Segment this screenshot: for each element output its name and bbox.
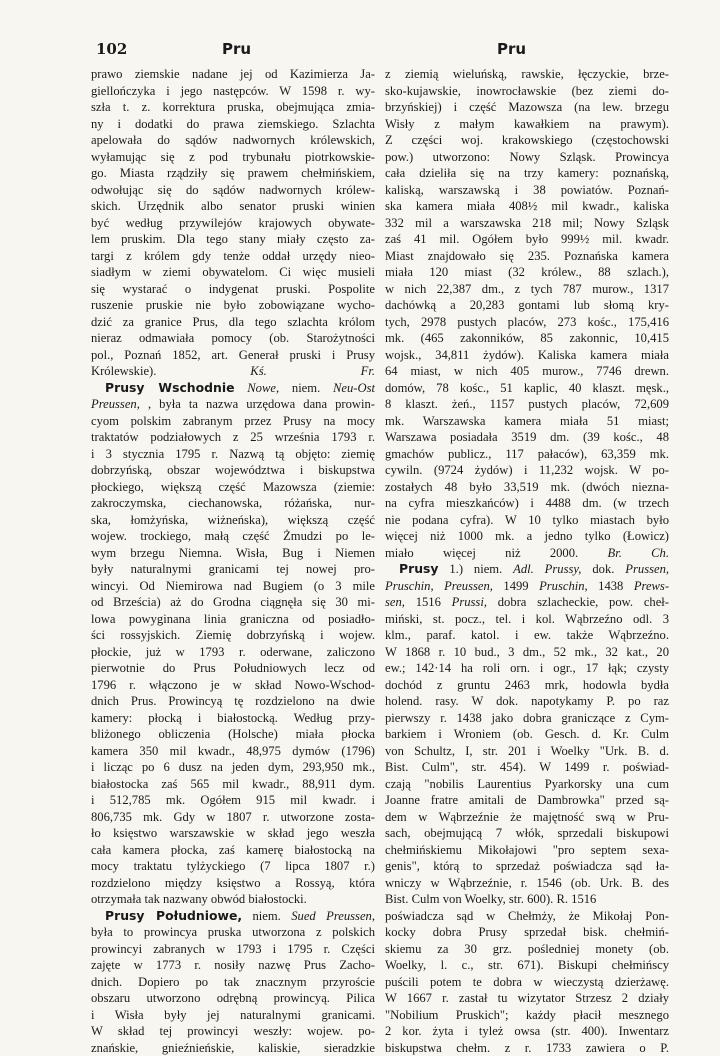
line-text: zostałych 48 było 33,519 mk. (dwóch niezna-: [385, 480, 669, 494]
line-text: dachówką a 20,283 gontami lub słomą kry-: [385, 298, 669, 312]
line-text: były naturalnymi granicami tej nowej pro-: [91, 562, 375, 576]
line-text: mk. Warszawska kamera miała 51 miast;: [385, 414, 669, 428]
line-text: obszaru utworzono odrębną prowincyą. Pilica: [91, 991, 375, 1005]
line-text: Joanne fratre amitali de Dambrowka" przed są-: [385, 793, 669, 807]
text-line: [385, 776, 669, 793]
line-text: prawo ziemskie nadane jej od Kazimierza Ja-: [91, 67, 375, 81]
line-text: "Nobilium Pruskich"; każdy płacił mesznego: [385, 1008, 669, 1022]
text-line: [385, 149, 669, 166]
text-line: [91, 83, 375, 100]
text-line: [91, 990, 375, 1007]
italic-text: Pruschin, Preussen,: [385, 579, 493, 593]
line-text: płockiego, większą część Mazowsza (ziemie:: [91, 480, 375, 494]
line-text: ew.; 142·14 ha roli orn. i ogr., 17 łąk; czysty: [385, 661, 669, 675]
line-text: z ziemią wieluńską, rawskie, łęczyckie, brze-: [385, 67, 669, 81]
line-text: W 1868 r. 10 bud., 3 dm., 52 mk., 32 kat., 20: [385, 645, 669, 659]
italic-text: Sued Preussen,: [291, 909, 375, 923]
text-line: [91, 182, 375, 199]
text-line: [385, 264, 669, 281]
text-line: [91, 891, 375, 908]
italic-text: Prussi,: [452, 595, 487, 609]
text-line: [91, 809, 375, 826]
text-line: [91, 149, 375, 166]
line-text: 806,735 mk. Gdy w 1807 r. utworzone zosta-: [91, 810, 375, 824]
line-text: holend. rasy. W dok. napotykamy P. po raz: [385, 694, 669, 708]
text-line: [91, 248, 375, 265]
text-line: [91, 594, 375, 611]
line-text: 64 miast, w nich 405 murow., 7746 drewn.: [385, 364, 669, 378]
line-text: od Brześcia) aż do Grodna ciągnęła się 30 mi-: [91, 595, 375, 609]
line-text: brzyńskiej) i część Mazowsza (na lew. brzegu: [385, 100, 669, 114]
text-line: [91, 759, 375, 776]
line-text: kaliską, warszawską i 38 powiatów. Poznań-: [385, 183, 669, 197]
text-line: [385, 792, 669, 809]
text-line: [385, 132, 669, 149]
text-line: [91, 495, 375, 512]
line-text: i 512,785 mk. Ogółem 915 mil kwadr. i: [91, 793, 375, 807]
text-line: [91, 66, 375, 83]
text-line: [385, 413, 669, 430]
entry-headword: Prusy Wschodnie: [105, 380, 234, 395]
line-text: W 1667 r. zastał tu wizytator Strzesz 2 działy: [385, 991, 669, 1005]
line-text: nie podana cyfra). W 10 tylko miastach było: [385, 513, 669, 527]
text-line: [385, 314, 669, 331]
text-line: [91, 693, 375, 710]
text-line: [385, 924, 669, 941]
line-text: więcej niż 1000 mk. a jedno tylko (Łowicz): [385, 529, 669, 543]
line-text: tych, 2978 pustych placów, 273 kośc., 175,416: [385, 315, 669, 329]
line-text: 1516: [416, 595, 441, 609]
line-text: pow.) utworzono: Nowy Szląsk. Prowincya: [385, 150, 669, 164]
text-line: [91, 957, 375, 974]
line-text: zakroczymska, ciechanowska, różańska, nur-: [91, 496, 375, 510]
line-text: siadłym w ziemi obywatelom. Ci więc musieli: [91, 265, 375, 279]
text-line: [385, 1040, 669, 1056]
text-line: [385, 165, 669, 182]
line-text: dem w Wąbrzeźnie że majętność swą w Pru-: [385, 810, 669, 824]
page-header: [0, 40, 720, 64]
line-text: pierwotnie do Prus Południowych lecz od: [91, 661, 375, 675]
text-line: [385, 677, 669, 694]
text-line: [91, 825, 375, 842]
text-line: [385, 660, 669, 677]
text-line: [385, 578, 669, 595]
text-line: [91, 858, 375, 875]
line-text: rozdzielono między księstwo a Rossyą, która: [91, 876, 375, 890]
text-line: [91, 314, 375, 331]
line-text: Bist. Culm", str. 454). W 1499 r. poświad-: [385, 760, 669, 774]
line-text: otrzymała tak nazwany obwód białostocki.: [91, 892, 307, 906]
text-line: [385, 248, 669, 265]
text-line: [91, 677, 375, 694]
text-line: [385, 941, 669, 958]
text-line: [91, 429, 375, 446]
text-line: [91, 941, 375, 958]
line-text: cała dzieliła się na trzy kamery: poznańską,: [385, 166, 669, 180]
line-text: niem.: [292, 381, 320, 395]
text-line: [91, 875, 375, 892]
text-line: [91, 512, 375, 529]
line-text: wojsk., 34,811 żydów). Kaliska kamera miała: [385, 348, 669, 362]
line-text: poświadcza sąd w Chełmży, że Mikołaj Pon-: [385, 909, 669, 923]
text-line: [385, 908, 669, 925]
text-line: [385, 198, 669, 215]
line-text: pol., Poznań 1852, art. Generał pruski i Prusy: [91, 348, 375, 362]
text-line: [91, 99, 375, 116]
line-text: 332 mil a warszawska 218 mil; Nowy Szląsk: [385, 216, 669, 230]
line-text: mocy traktatu tylżyckiego (7 lipca 1807 r.): [91, 859, 375, 873]
text-line: [91, 231, 375, 248]
text-line: [91, 726, 375, 743]
text-line: [385, 875, 669, 892]
line-text: Miast znajdowało się 235. Poznańska kamera: [385, 249, 669, 263]
line-text: płockie, już w 1793 r. oderwane, zaliczono: [91, 645, 375, 659]
right-text-column: [385, 66, 669, 1056]
line-text: na cyfra mieszkańców) i 4488 dm. (w trzech: [385, 496, 669, 510]
line-text: Wisły z małym kawałkiem na prawym).: [385, 117, 669, 131]
text-line: [91, 297, 375, 314]
text-line: [385, 974, 669, 991]
line-text: sko-kujawskie, inowrocławskie (bez ziemi do-: [385, 84, 669, 98]
text-line: [385, 957, 669, 974]
line-text: ska, łomżyńska, wiżneńska), większą część: [91, 513, 375, 527]
line-text: cywiln. (9724 żydów) i 11,232 wojsk. W po-: [385, 463, 669, 477]
italic-text: Pruschin,: [539, 579, 588, 593]
line-text: dok.: [592, 562, 614, 576]
text-line: [385, 99, 669, 116]
italic-text: sen,: [385, 595, 405, 609]
line-text: genis", którą to sprzedaż poświadcza sąd ła-: [385, 859, 669, 873]
text-line: [385, 545, 669, 562]
line-text: dnich Prus. Prowincyą tę rozdzielono na dwie: [91, 694, 375, 708]
text-line: [91, 1007, 375, 1024]
text-line: [385, 363, 669, 380]
text-line: [385, 462, 669, 479]
line-text: biskupstwa chełm. z r. 1733 zawiera o P.: [385, 1041, 669, 1055]
text-line: [385, 429, 669, 446]
line-text: kamera 350 mil kwadr., 48,975 dymów (1796): [91, 744, 375, 758]
line-text: Warszawa posiadała 3519 dm. (39 kośc., 48: [385, 430, 669, 444]
text-line: [385, 396, 669, 413]
line-text: chełmińskiemu Mikołajowi "pro septem sexa-: [385, 843, 669, 857]
text-line: [91, 347, 375, 364]
text-line: [385, 512, 669, 529]
text-line: [91, 660, 375, 677]
text-line: [91, 776, 375, 793]
line-text: dobrzyńską, obszar województwa i biskupstwa: [91, 463, 375, 477]
text-line: [385, 182, 669, 199]
text-line: [385, 231, 669, 248]
text-line: [385, 528, 669, 545]
text-line: [385, 825, 669, 842]
entry-headword: Prusy Południowe,: [105, 908, 242, 923]
line-text: giellończyka i jego następców. W 1598 r. wy-: [91, 84, 375, 98]
line-text: miała 120 miast (32 królew., 88 szlach.),: [385, 265, 669, 279]
line-text: traktatów podziałowych z 25 września 1793 r.: [91, 430, 375, 444]
text-line: [91, 743, 375, 760]
line-text: miało więcej niż 2000.: [385, 546, 578, 560]
line-text: prowincyi zabranych w 1793 i 1795 r. Części: [91, 942, 375, 956]
line-text: wym brzegu Niemna. Wisła, Bug i Niemen: [91, 546, 375, 560]
text-line: [91, 132, 375, 149]
line-text: zajęte w 1773 r. nosiły nazwę Prus Zacho-: [91, 958, 375, 972]
line-text: targi z królem gdy tenże oddał urzędy nieo-: [91, 249, 375, 263]
text-line: [91, 908, 375, 925]
text-line: [91, 528, 375, 545]
text-line: [385, 842, 669, 859]
text-line: [385, 561, 669, 578]
line-text: 8 klaszt. żeń., 1157 pustych placów, 72,609: [385, 397, 669, 411]
line-text: go. Miasta rządziły się prawem chełmińskiem,: [91, 166, 375, 180]
text-line: [385, 627, 669, 644]
line-text: dnich. Dopiero po tak znacznym przyroście: [91, 975, 375, 989]
line-text: czają "nobilis Laurentius Pyarkorsky una cum: [385, 777, 669, 791]
text-line: [385, 743, 669, 760]
line-text: Z części woj. krakowskiego (częstochowski: [385, 133, 669, 147]
line-text: klm., paraf. katol. i ew. także Wąbrzeźno.: [385, 628, 669, 642]
text-line: [385, 594, 669, 611]
author-signature: Kś. Fr.: [250, 364, 375, 378]
line-text: von Schultz, I, str. 201 i Woelky "Urk. B. d.: [385, 744, 669, 758]
text-line: [91, 842, 375, 859]
line-text: kamery: płocką i białostocką. Według przy-: [91, 711, 375, 725]
entry-headword: Prusy: [399, 561, 438, 576]
line-text: W skład tej prowincyi weszły: wojew. po-: [91, 1024, 375, 1038]
text-line: [91, 644, 375, 661]
text-line: [385, 990, 669, 1007]
text-line: [385, 693, 669, 710]
text-line: [91, 974, 375, 991]
text-line: [385, 281, 669, 298]
line-text: lem pruskim. Dla tego stany miały często za-: [91, 232, 375, 246]
line-text: i licząc po 6 dusz na jeden dym, 293,950 mk.,: [91, 760, 375, 774]
text-line: [91, 479, 375, 496]
running-head-left: Pru: [222, 40, 251, 58]
line-text: dzić za granice Prus, dla tego szlachta królom: [91, 315, 375, 329]
text-line: [91, 116, 375, 133]
text-line: [385, 809, 669, 826]
line-text: kocky dobra Prusy sprzedał bisk. chełmiń-: [385, 925, 669, 939]
line-text: niem.: [252, 909, 280, 923]
line-text: lowa powyginana linia graniczna od posiadło-: [91, 612, 375, 626]
line-text: 2 kor. żyta i tyleż owsa (str. 400). Inwentarz: [385, 1024, 669, 1038]
text-line: [91, 281, 375, 298]
left-text-column: [91, 66, 375, 1056]
text-line: [91, 578, 375, 595]
text-line: [385, 66, 669, 83]
running-head-right: Pru: [497, 40, 526, 58]
text-line: [385, 759, 669, 776]
text-line: [91, 462, 375, 479]
line-text: apelowała do sądów nadwornych królewskich,: [91, 133, 375, 147]
line-text: wincyi. Od Niemirowa nad Bugiem (o 3 mile: [91, 579, 375, 593]
line-text: w nich 22,387 dm., z tych 787 murow., 1317: [385, 282, 669, 296]
line-text: 1438: [598, 579, 623, 593]
line-text: domów, 78 kośc., 51 kaplic, 40 klaszt. męsk.,: [385, 381, 669, 395]
text-line: [385, 380, 669, 397]
line-text: skich. Urzędnik albo senator pruski winien: [91, 199, 375, 213]
line-text: i 3 stycznia 1795 r. Nazwą tą objęto: ziemię: [91, 447, 375, 461]
line-text: Królewskie).: [91, 364, 156, 378]
italic-text: Prews-: [634, 579, 669, 593]
line-text: szła t. z. korrektura pruska, obejmująca zmia-: [91, 100, 375, 114]
line-text: miński, st. pocz., tel. i kol. Wąbrzeźno odl. 3: [385, 612, 669, 626]
line-text: ny i dodatki do prawa ziemskiego. Szlachta: [91, 117, 375, 131]
line-text: ruszenie pruskie nie było zobowiązane wycho-: [91, 298, 375, 312]
text-line: [91, 198, 375, 215]
text-line: [385, 1007, 669, 1024]
text-line: [385, 446, 669, 463]
line-text: znańskie, gnieźnieńskie, kaliskie, sieradzkie: [91, 1041, 375, 1055]
text-line: [91, 561, 375, 578]
text-line: [385, 858, 669, 875]
text-line: [91, 413, 375, 430]
line-text: być według przywilejów krajowych obywate-: [91, 216, 375, 230]
text-line: [385, 215, 669, 232]
text-line: [91, 924, 375, 941]
page-number: 102: [96, 40, 127, 58]
line-text: cała kamera płocka, zaś kamerę białostocką na: [91, 843, 375, 857]
line-text: się wystarać o indygenat pruski. Pospolite: [91, 282, 375, 296]
text-line: [91, 380, 375, 397]
line-text: skiemu za 30 grz. pośledniej monety (ob.: [385, 942, 669, 956]
text-line: [91, 1023, 375, 1040]
text-line: [385, 297, 669, 314]
line-text: pierwszy r. 1438 jako dobra graniczące z Cym-: [385, 711, 669, 725]
text-line: [91, 363, 375, 380]
line-text: mk. (465 zakonników, 85 zakonnic, 10,415: [385, 331, 669, 345]
text-line: [385, 347, 669, 364]
line-text: białostocka zaś 565 mil kwadr., 88,911 dym.: [91, 777, 375, 791]
line-text: była to prowincya pruska utworzona z polskich: [91, 925, 375, 939]
text-line: [385, 611, 669, 628]
line-text: wojew. trockiego, małą część Żmudzi po le-: [91, 529, 375, 543]
line-text: Woelky, l. c., str. 671). Biskupi chełmińscy: [385, 958, 669, 972]
author-signature: Br. Ch.: [608, 546, 670, 560]
text-line: [385, 726, 669, 743]
line-text: 1.) niem.: [449, 562, 502, 576]
line-text: ło księstwo warszawskie w skład jego weszła: [91, 826, 375, 840]
line-text: nieraz odmawiała pomocy (ob. Starożytności: [91, 331, 375, 345]
text-line: [91, 215, 375, 232]
line-text: barkiem i Wroniem (ob. Gesch. d. Kr. Culm: [385, 727, 669, 741]
text-line: [91, 165, 375, 182]
text-line: [385, 1023, 669, 1040]
line-text: , była ta nazwa urzędowa dana prowin-: [148, 397, 375, 411]
text-line: [91, 446, 375, 463]
line-text: dochód z gruntu 2463 mrk, hodowla bydła: [385, 678, 669, 692]
line-text: wyłamując się z pod trybunału piotrkowskie-: [91, 150, 375, 164]
line-text: gmachów publicz., 117 pałaców), 63,359 mk.: [385, 447, 669, 461]
italic-text: Adl. Prussy,: [513, 562, 581, 576]
line-text: 1796 r. włączono je w skład Nowo-Wschod-: [91, 678, 375, 692]
line-text: cyom polskim zabranym przez Prusy na mocy: [91, 414, 375, 428]
text-line: [91, 627, 375, 644]
text-line: [385, 116, 669, 133]
text-line: [385, 495, 669, 512]
line-text: ści rossyjskich. Ziemię dobrzyńską i wojew.: [91, 628, 375, 642]
italic-text: Preussen,: [91, 397, 140, 411]
line-text: i Wisła były jej naturalnymi granicami.: [91, 1008, 375, 1022]
text-line: [385, 710, 669, 727]
line-text: 1499: [503, 579, 528, 593]
text-line: [91, 1040, 375, 1056]
text-line: [385, 330, 669, 347]
italic-text: Prussen,: [625, 562, 669, 576]
text-line: [91, 710, 375, 727]
text-line: [91, 264, 375, 281]
line-text: sach, obejmującą 7 włók, sprzedali biskupowi: [385, 826, 669, 840]
text-line: [385, 479, 669, 496]
italic-text: Nowe,: [247, 381, 279, 395]
line-text: zaś 41 mil. Ogółem było 999½ mil. kwadr.: [385, 232, 669, 246]
text-line: [91, 330, 375, 347]
line-text: dobra szlacheckie, pow. cheł-: [498, 595, 669, 609]
line-text: ska kamera miała 408½ mil kwadr., kaliska: [385, 199, 669, 213]
text-line: [385, 83, 669, 100]
text-line: [91, 792, 375, 809]
line-text: bliżonego obliczenia (Holsche) miała płocka: [91, 727, 375, 741]
text-line: [91, 611, 375, 628]
text-line: [91, 396, 375, 413]
line-text: wniczy w Wąbrzeźnie, r. 1546 (ob. Urk. B. des: [385, 876, 669, 890]
text-line: [91, 545, 375, 562]
italic-text: Neu-Ost: [333, 381, 375, 395]
line-text: Bist. Culm von Woelky, str. 600). R. 1516: [385, 892, 596, 906]
text-line: [385, 644, 669, 661]
line-text: puścili potem te dobra w wieczystą dzierżawę.: [385, 975, 669, 989]
line-text: odwołując się do sądów nadwornych królew-: [91, 183, 375, 197]
text-line: [385, 891, 669, 908]
